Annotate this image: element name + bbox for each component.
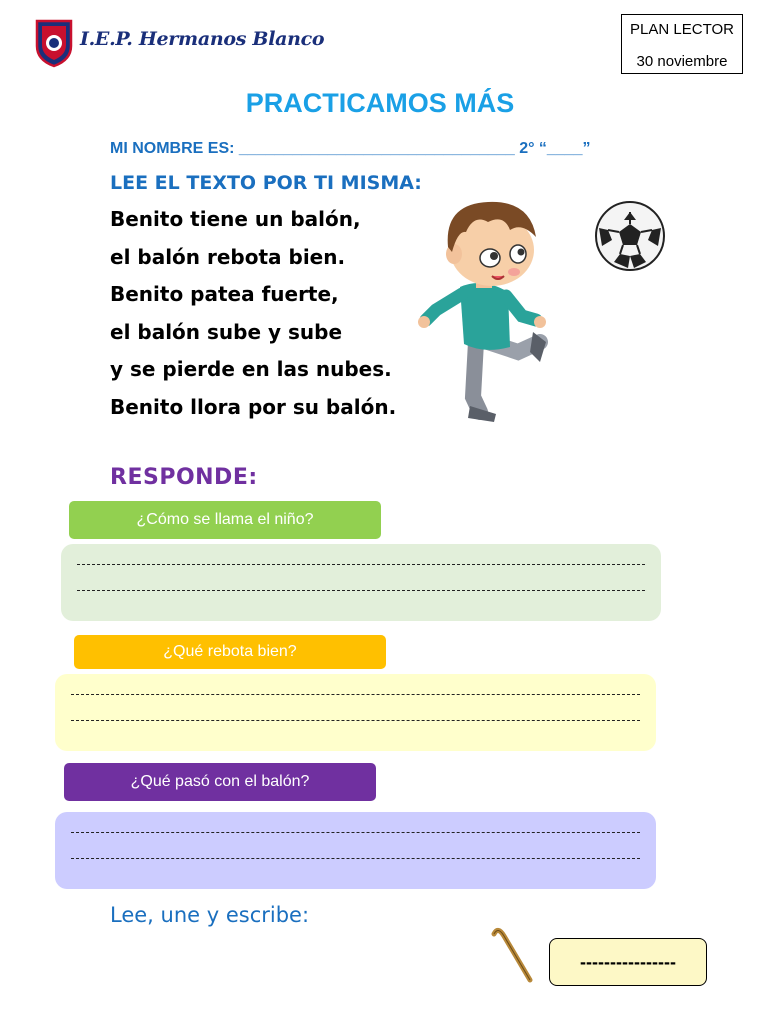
poem-line: Benito patea fuerte, [110, 282, 339, 306]
poem-line: Benito tiene un balón, [110, 207, 361, 231]
answer-line[interactable] [77, 590, 645, 591]
plan-lector-box [621, 14, 743, 74]
page-title: PRACTICAMOS MÁS [245, 88, 515, 118]
question-label: ¿Qué pasó con el balón? [130, 773, 310, 790]
answer-box-2[interactable] [55, 674, 656, 751]
school-logo [34, 18, 325, 70]
answer-line[interactable] [71, 694, 640, 695]
answer-blank: ---------------- [580, 952, 676, 972]
question-label: ¿Cómo se llama el niño? [136, 511, 314, 528]
activity-heading: Lee, une y escribe: [110, 903, 310, 927]
school-shield-icon [34, 18, 74, 68]
answer-box-3[interactable] [55, 812, 656, 889]
plan-label: PLAN LECTOR [630, 21, 734, 38]
answer-line[interactable] [71, 858, 640, 859]
answer-line[interactable] [77, 564, 645, 565]
reading-text [110, 204, 396, 429]
name-field-line[interactable]: MI NOMBRE ES: _______________________________ 2° “____” [110, 140, 591, 157]
question-pill-2 [74, 635, 386, 669]
question-pill-3 [64, 763, 376, 801]
answer-line[interactable] [71, 832, 640, 833]
cane-icon [490, 924, 538, 984]
answer-write-box[interactable] [549, 938, 707, 986]
soccer-ball-icon [594, 200, 666, 272]
poem-line: y se pierde en las nubes. [110, 357, 392, 381]
answer-line[interactable] [71, 720, 640, 721]
question-pill-1 [69, 501, 381, 539]
answer-box-1[interactable] [61, 544, 661, 621]
question-label: ¿Qué rebota bien? [163, 643, 297, 660]
responde-heading: RESPONDE: [110, 465, 258, 490]
plan-date: 30 noviembre [636, 53, 728, 70]
poem-line: Benito llora por su balón. [110, 394, 397, 419]
poem-line: el balón sube y sube [110, 319, 343, 344]
school-name: I.E.P. Hermanos Blanco [80, 28, 325, 50]
boy-kicking-illustration [418, 192, 553, 427]
reading-heading: LEE EL TEXTO POR TI MISMA: [110, 172, 422, 194]
poem-line: el balón rebota bien. [110, 244, 346, 269]
